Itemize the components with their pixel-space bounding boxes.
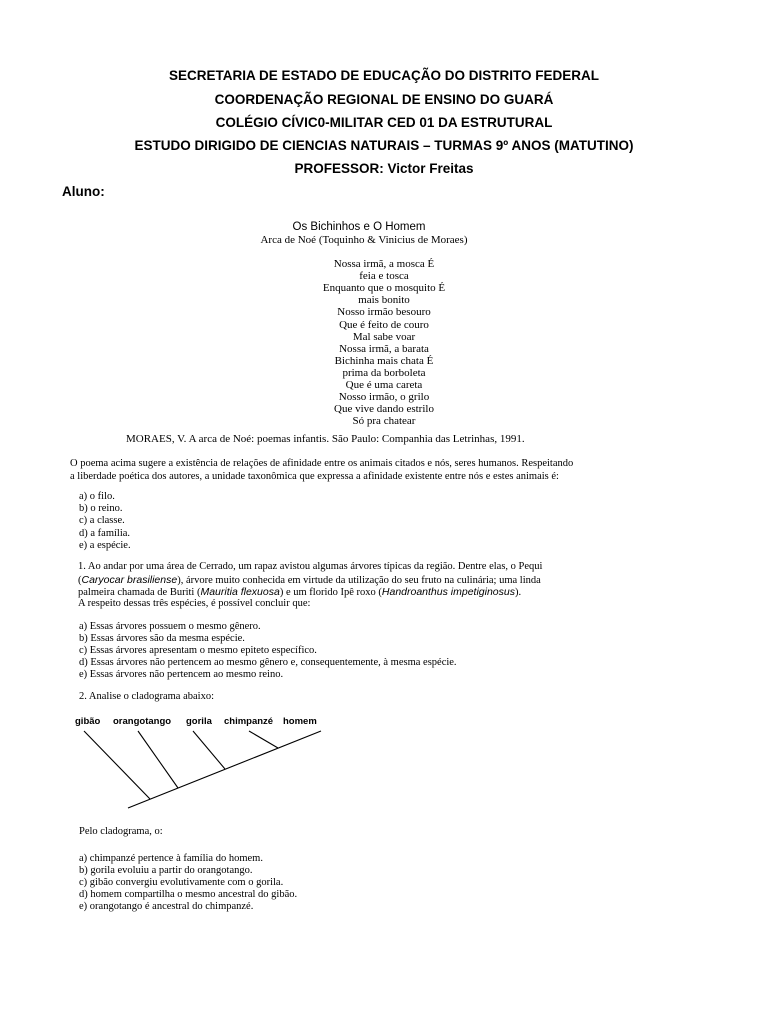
question1-line2-open: ( [78, 575, 82, 586]
question1-line2-rest: ), árvore muito conhecida em virtude da utilização do seu fruto na culinária; uma linda [177, 575, 541, 586]
poem-line: Nossa irmã, a barata [339, 342, 429, 355]
intro-option: d) a família. [79, 527, 131, 539]
poem-line: Só pra chatear [352, 415, 416, 428]
species-pequi: Caryocar brasiliense [81, 574, 178, 586]
intro-question-line1: O poema acima sugere a existência de relações de afinidade entre os animais citados e nós, seres humanos. Respeitando [70, 458, 574, 469]
cladogram-label: gibão [75, 716, 101, 727]
cladogram-branch-orangotango [138, 731, 178, 788]
cladogram-main-axis [128, 731, 321, 808]
cladogram-branch-gorila [193, 731, 225, 769]
poem-line: Bichinha mais chata É [334, 354, 434, 367]
poem-line: Nosso irmão, o grilo [338, 391, 430, 404]
cladogram-branch-chimpanze [249, 731, 278, 748]
poem-title: Os Bichinhos e O Homem [292, 221, 426, 233]
poem-subtitle: Arca de Noé (Toquinho & Vinicius de Moraes) [260, 234, 468, 246]
species-ipe: Handroanthus impetiginosus [381, 586, 515, 598]
cladogram-label: gorila [186, 716, 212, 727]
poem-line: feia e tosca [359, 270, 409, 283]
question1-option: a) Essas árvores possuem o mesmo gênero. [79, 621, 261, 632]
header-line-secretaria: SECRETARIA DE ESTADO DE EDUCAÇÃO DO DISTRITO FEDERAL [168, 68, 600, 83]
header-line-estudo: ESTUDO DIRIGIDO DE CIENCIAS NATURAIS – TURMAS 9º ANOS (MATUTINO) [134, 138, 634, 153]
poem-line: Enquanto que o mosquito É [322, 282, 446, 295]
question2-lead: Pelo cladograma, o: [79, 826, 163, 837]
question1-option: c) Essas árvores apresentam o mesmo epiteto específico. [79, 645, 317, 657]
intro-question-line2: a liberdade poética dos autores, a unidade taxonômica que expressa a afinidade existente entre nós e estes animais é: [70, 471, 559, 482]
poem-line: Que vive dando estrilo [334, 403, 434, 416]
intro-option: a) o filo. [79, 491, 115, 502]
intro-option: b) o reino. [79, 503, 123, 515]
question1-line4: A respeito dessas três espécies, é possível concluir que: [78, 598, 311, 609]
cladogram-branch-gibao [84, 731, 150, 799]
question2-prompt: 2. Analise o cladograma abaixo: [79, 691, 214, 702]
header-line-colegio: COLÉGIO CÍVIC0-MILITAR CED 01 DA ESTRUTURAL [215, 115, 553, 130]
question2-option: b) gorila evoluiu a partir do orangotango. [79, 865, 253, 877]
question2-option: d) homem compartilha o mesmo ancestral do gibão. [79, 889, 298, 901]
question2-option: c) gibão convergiu evolutivamente com o gorila. [79, 877, 284, 889]
question1-line3-end: ). [514, 587, 522, 598]
intro-option: e) a espécie. [79, 539, 131, 551]
poem-line: Nosso irmão besouro [337, 306, 431, 319]
question2-option: e) orangotango é ancestral do chimpanzé. [79, 901, 254, 913]
poem-line: Que é uma careta [345, 379, 423, 391]
question1-option: e) Essas árvores não pertencem ao mesmo reino. [79, 669, 284, 681]
poem-line: Mal sabe voar [352, 330, 416, 343]
intro-option: c) a classe. [79, 515, 125, 527]
cladogram-label: orangotango [113, 716, 172, 727]
question1-line3-start: palmeira chamada de Buriti ( [78, 587, 201, 598]
poem-line: Que é feito de couro [339, 318, 429, 331]
cladogram-label: homem [283, 716, 317, 727]
question1-option: d) Essas árvores não pertencem ao mesmo gênero e, consequentemente, à mesma espécie. [79, 657, 457, 669]
species-buriti: Mauritia flexuosa [200, 586, 280, 598]
poem-line: Nossa irmã, a mosca É [333, 258, 435, 270]
poem-line: prima da borboleta [342, 366, 426, 379]
question2-option: a) chimpanzé pertence à família do homem. [79, 853, 263, 864]
question1-line3-mid: ) e um florido Ipê roxo ( [279, 587, 382, 598]
cladogram-label: chimpanzé [224, 716, 274, 727]
question1-line1: 1. Ao andar por uma área de Cerrado, um rapaz avistou algumas árvores típicas da região. Dentre elas, o Pequi [78, 561, 543, 572]
student-label: Aluno: [62, 184, 105, 199]
header-line-professor: PROFESSOR: Victor Freitas [294, 161, 474, 176]
header-line-coordenacao: COORDENAÇÃO REGIONAL DE ENSINO DO GUARÁ [214, 92, 554, 107]
poem-line: mais bonito [358, 294, 410, 307]
question1-option: b) Essas árvores são da mesma espécie. [79, 633, 245, 645]
poem-citation: MORAES, V. A arca de Noé: poemas infantis. São Paulo: Companhia das Letrinhas, 1991. [126, 433, 525, 445]
